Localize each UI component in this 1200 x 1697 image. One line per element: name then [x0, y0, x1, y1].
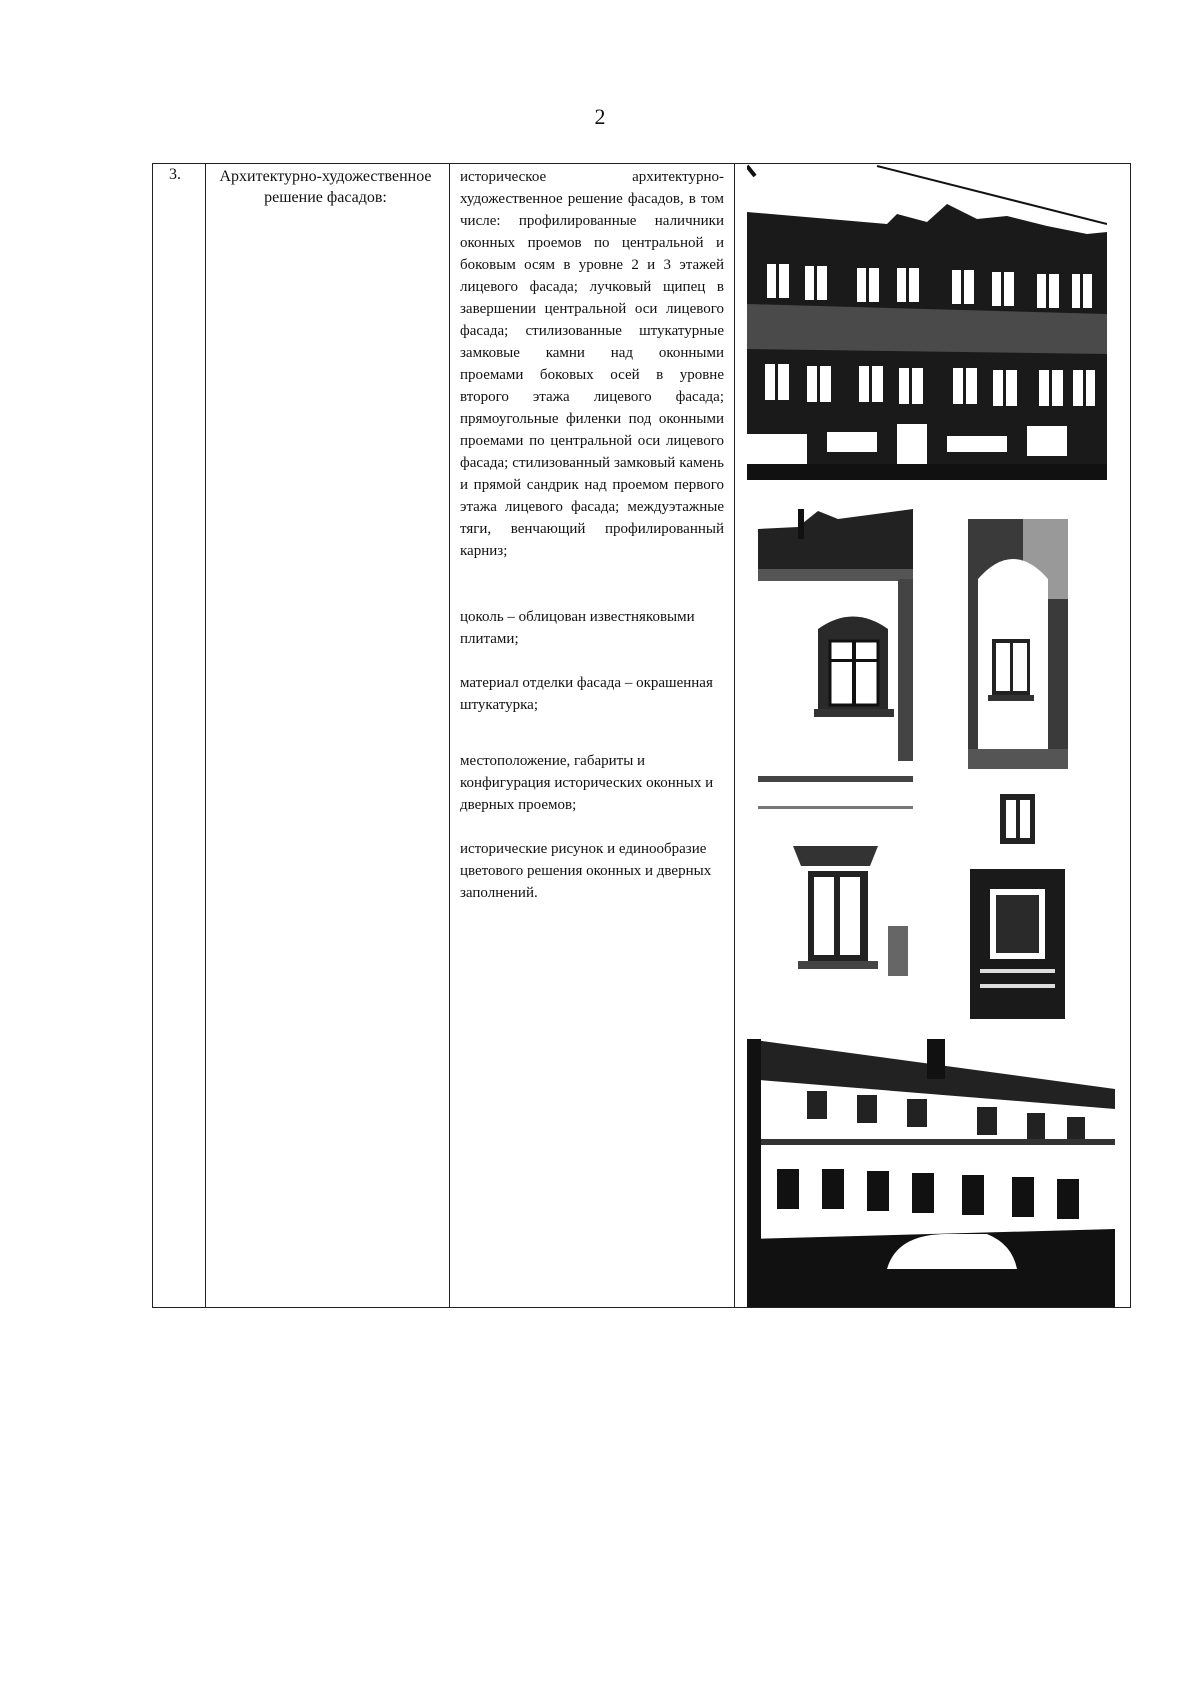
- window-detail-photo-3: [758, 776, 913, 1021]
- window-detail-photo-2: [968, 519, 1068, 769]
- window-detail-photo-1: [758, 509, 913, 761]
- row-title-cell: [206, 164, 450, 1308]
- facade-table: [152, 163, 1131, 1308]
- facade-photo-main: [747, 164, 1107, 480]
- row-description-cell: [450, 164, 735, 1308]
- description-item: местоположение, габариты и конфигурация исторических оконных и дверных проемов;: [460, 753, 714, 813]
- row-number-cell: [153, 164, 206, 1308]
- description-item: цоколь – облицован известняковыми плитами;: [460, 609, 695, 647]
- page-number: 2: [594, 104, 606, 129]
- row-number: 3.: [169, 166, 181, 183]
- description-item: историческое архитектурно-художественное решение фасадов, в том числе: профилированные наличники оконных проемов по центральной и боковым осям в уровне 2 и 3 этажей лицевого фасада; лучковый щипец в завершении центральной оси лицевого фасада; стилизованные штукатурные замковые камни над оконными проемами боковых осей в уровне второго этажа лицевого фасада; прямоугольные филенки под оконными проемами по центральной оси лицевого фасада; стилизованный замковый камень и прямой сандрик над проемом первого этажа лицевого фасада; междуэтажные тяги, венчающий профилированный карниз;: [460, 169, 724, 559]
- description-item: материал отделки фасада – окрашенная штукатурка;: [460, 675, 713, 713]
- row-title: Архитектурно-художественное решение фасадов:: [219, 168, 432, 206]
- description-item: исторические рисунок и единообразие цветового решения оконных и дверных заполнений.: [460, 841, 712, 901]
- table-row: [153, 164, 1131, 1308]
- photos-cell: [735, 164, 1131, 1308]
- door-detail-photo: [970, 784, 1065, 1019]
- facade-photo-courtyard: [747, 1039, 1115, 1307]
